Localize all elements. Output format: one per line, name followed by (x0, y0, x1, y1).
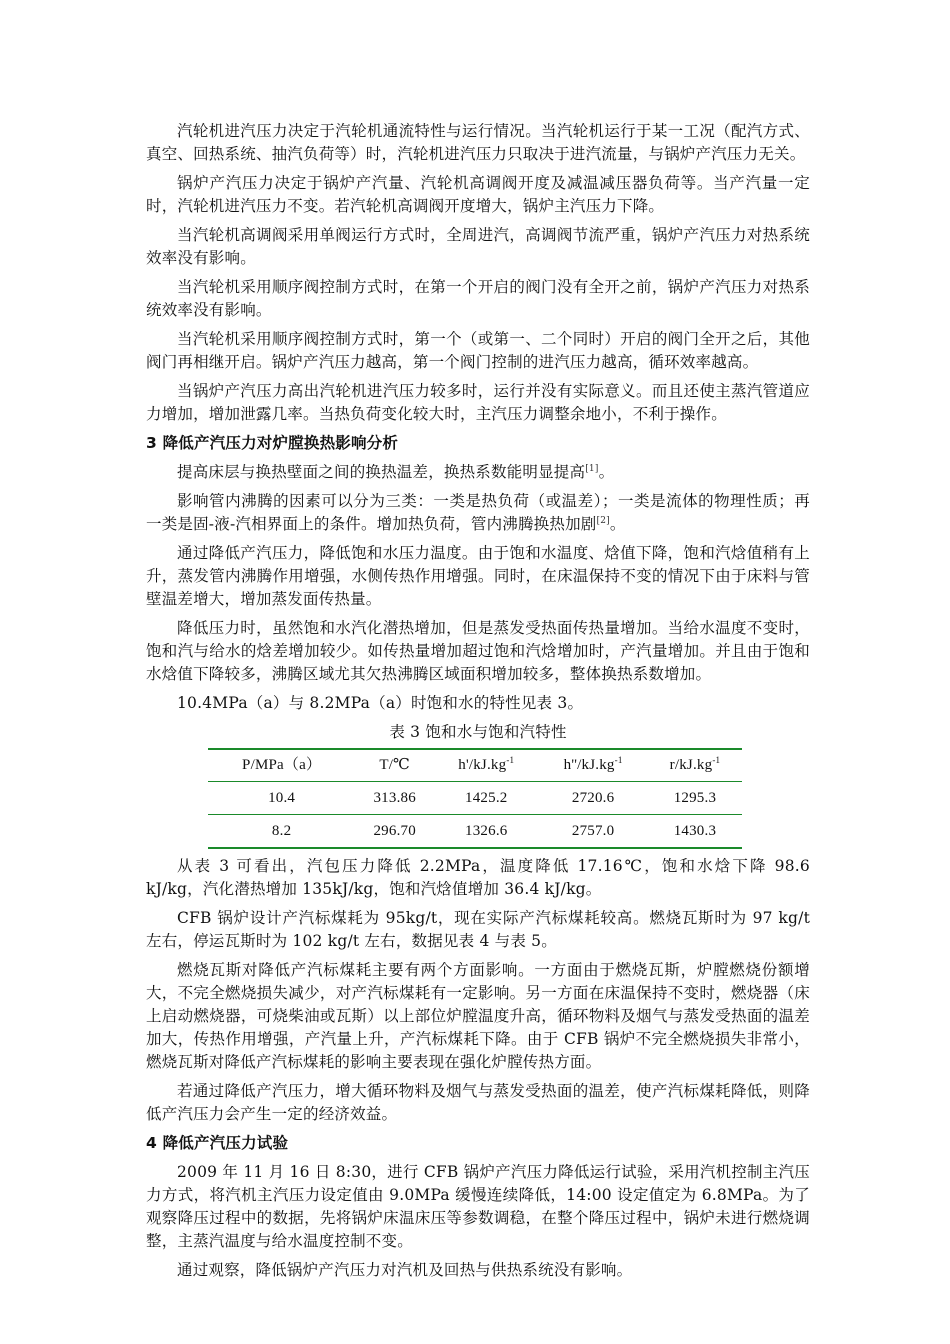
paragraph: 通过降低产汽压力，降低饱和水压力温度。由于饱和水温度、焓值下降，饱和汽焓值稍有上升，蒸发管内沸腾作用增强，水侧传热作用增强。同时，在床温保持不变的情况下由于床料与管壁温差增大，增加蒸发面传热量。 (146, 544, 810, 608)
table-row (208, 815, 742, 849)
paragraph: 当锅炉产汽压力高出汽轮机进汽压力较多时，运行并没有实际意义。而且还使主蒸汽管道应力增加，增加泄露几率。当热负荷变化较大时，主汽压力调整余地小，不利于操作。 (146, 382, 810, 423)
table-cell: 1295.3 (648, 782, 742, 815)
column-header: P/MPa（a） (208, 749, 355, 782)
column-header: $h''/kJ.kg^{-1}$ (538, 749, 648, 782)
saturation-properties-table (208, 748, 742, 849)
section-3-heading: 3 降低产汽压力对炉膛换热影响分析 (146, 434, 399, 452)
table-row (208, 782, 742, 815)
column-header: $r/kJ.kg^{-1}$ (648, 749, 742, 782)
page-body (146, 120, 810, 1288)
table-cell: 1326.6 (434, 815, 538, 849)
paragraph: 当汽轮机采用顺序阀控制方式时，在第一个开启的阀门没有全开之前，锅炉产汽压力对热系统效率没有影响。 (146, 278, 810, 319)
paragraph: 10.4MPa（a）与 8.2MPa（a）时饱和水的特性见表 3。 (177, 694, 584, 712)
column-header: $h'/kJ.kg^{-1}$ (434, 749, 538, 782)
paragraph-text: 影响管内沸腾的因素可以分为三类：一类是热负荷（或温差）；一类是流体的物理性质；再一类是固-液-汽相界面上的条件。增加热负荷，管内沸腾换热加剧 (146, 492, 810, 533)
table-cell: 313.86 (355, 782, 434, 815)
paragraph: 燃烧瓦斯对降低产汽标煤耗主要有两个方面影响。一方面由于燃烧瓦斯，炉膛燃烧份额增大，不完全燃烧损失减少，对产汽标煤耗有一定影响。另一方面在床温保持不变时，燃烧器（床上启动燃烧器，可烧柴油或瓦斯）以上部位炉膛温度升高，循环物料及烟气与蒸发受热面的温差加大，传热作用增强，产汽量上升，产汽标煤耗下降。由于 CFB 锅炉不完全燃烧损失非常小，燃烧瓦斯对降低产汽标煤耗的影响主要表现在强化炉膛传热方面。 (146, 961, 810, 1071)
table-header-row (208, 749, 742, 782)
table-cell: 1430.3 (648, 815, 742, 849)
paragraph: 当汽轮机采用顺序阀控制方式时，第一个（或第一、二个同时）开启的阀门全开之后，其他阀门再相继开启。锅炉产汽压力越高，第一个阀门控制的进汽压力越高，循环效率越高。 (146, 330, 810, 371)
table-cell: 8.2 (208, 815, 355, 849)
paragraph: CFB 锅炉设计产汽标煤耗为 95kg/t，现在实际产汽标煤耗较高。燃烧瓦斯时为 97 kg/t 左右，停运瓦斯时为 102 kg/t 左右，数据见表 4 与表 5。 (146, 909, 810, 950)
table-cell: 1425.2 (434, 782, 538, 815)
paragraph: 降低压力时，虽然饱和水汽化潜热增加，但是蒸发受热面传热量增加。当给水温度不变时，饱和汽与给水的焓差增加较少。如传热量增加超过饱和汽焓增加时，产汽量增加。并且由于饱和水焓值下降较多，沸腾区域尤其欠热沸腾区域面积增加较多，整体换热系数增加。 (146, 619, 810, 683)
paragraph (146, 461, 810, 484)
citation-ref: [1] (585, 463, 599, 474)
table-cell: 10.4 (208, 782, 355, 815)
table-caption: 表 3 饱和水与饱和汽特性 (389, 723, 567, 741)
paragraph: 通过观察，降低锅炉产汽压力对汽机及回热与供热系统没有影响。 (177, 1261, 633, 1279)
paragraph: 从表 3 可看出，汽包压力降低 2.2MPa，温度降低 17.16℃，饱和水焓下降 98.6 kJ/kg，汽化潜热增加 135kJ/kg，饱和汽焓值增加 36.4 kJ/kg。 (146, 857, 810, 898)
paragraph: 若通过降低产汽压力，增大循环物料及烟气与蒸发受热面的温差，使产汽标煤耗降低，则降低产汽压力会产生一定的经济效益。 (146, 1082, 810, 1123)
table-cell: 2720.6 (538, 782, 648, 815)
section-4-heading: 4 降低产汽压力试验 (146, 1134, 289, 1152)
column-header: T/℃ (355, 749, 434, 782)
paragraph-tail: 。 (598, 463, 615, 481)
table-cell: 2757.0 (538, 815, 648, 849)
paragraph (146, 490, 810, 536)
table-cell: 296.70 (355, 815, 434, 849)
paragraph: 汽轮机进汽压力决定于汽轮机通流特性与运行情况。当汽轮机运行于某一工况（配汽方式、真空、回热系统、抽汽负荷等）时，汽轮机进汽压力只取决于进汽流量，与锅炉产汽压力无关。 (146, 122, 810, 163)
paragraph-tail: 。 (609, 515, 626, 533)
paragraph: 2009 年 11 月 16 日 8:30，进行 CFB 锅炉产汽压力降低运行试验，采用汽机控制主汽压力方式，将汽机主汽压力设定值由 9.0MPa 缓慢连续降低，14:00 设定值定为 6.8MPa。为了观察降压过程中的数据，先将锅炉床温床压等参数调稳，在整个降压过程中，锅炉未进行燃烧调整，主蒸汽温度与给水温度控制不变。 (146, 1163, 810, 1250)
citation-ref: [2] (596, 515, 610, 526)
paragraph: 锅炉产汽压力决定于锅炉产汽量、汽轮机高调阀开度及减温减压器负荷等。当产汽量一定时，汽轮机进汽压力不变。若汽轮机高调阀开度增大，锅炉主汽压力下降。 (146, 174, 810, 215)
paragraph-text: 提高床层与换热壁面之间的换热温差，换热系数能明显提高 (177, 463, 586, 481)
paragraph: 当汽轮机高调阀采用单阀运行方式时，全周进汽，高调阀节流严重，锅炉产汽压力对热系统效率没有影响。 (146, 226, 810, 267)
